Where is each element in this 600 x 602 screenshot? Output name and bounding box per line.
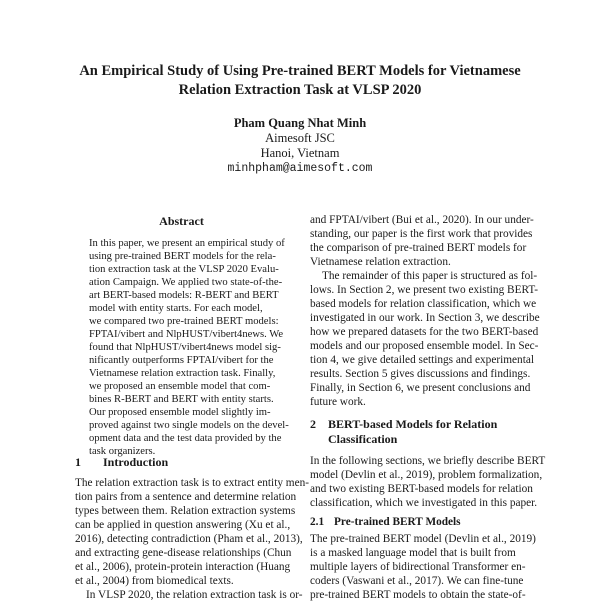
intro-line: tion pairs from a sentence and determine relation: [75, 491, 297, 503]
section-heading-introduction: Introduction: [103, 455, 169, 469]
abstract-line: opment data and the test data provided by the: [89, 433, 282, 444]
intro-line: et al., 2004) from biomedical texts.: [75, 575, 234, 587]
abstract-line: Vietnamese relation extraction task. Finally,: [89, 368, 276, 379]
intro-line: and extracting gene-disease relationships (Chun: [75, 547, 292, 559]
abstract-line: tion extraction task at the VLSP 2020 Evalu-: [89, 264, 279, 275]
right-para-line: results. Section 5 gives discussions and findings.: [310, 368, 531, 380]
section-number: 2: [310, 417, 316, 431]
abstract-line: bines R-BERT and BERT with entity starts.: [89, 394, 274, 405]
abstract-line: task organizers.: [89, 446, 156, 457]
right-para-line: lows. In Section 2, we present two existing BERT-: [310, 284, 538, 296]
intro-line: et al., 2006), protein-protein interaction (Huang: [75, 561, 291, 573]
right-para-line: the comparison of pre-trained BERT models for: [310, 242, 527, 254]
author-name: Pham Quang Nhat Minh: [233, 116, 367, 130]
abstract-line: Our proposed ensemble model slightly im-: [89, 407, 271, 418]
abstract-line: In this paper, we present an empirical study of: [89, 238, 285, 249]
section-heading-line: Classification: [328, 432, 398, 446]
abstract-line: ation Campaign. We applied two state-of-the-: [89, 277, 283, 288]
right-para-line: models and our proposed ensemble model. In Sec-: [310, 340, 539, 352]
section-heading-bert-models: [328, 417, 497, 447]
intro-line: can be applied in question answering (Xu et al.,: [75, 519, 291, 531]
title-line-1: An Empirical Study of Using Pre-trained BERT Models for Vietnamese: [79, 63, 521, 79]
author-block: [0, 116, 600, 176]
abstract-line: we proposed an ensemble model that com-: [89, 381, 271, 392]
author-location: Hanoi, Vietnam: [260, 146, 340, 160]
right-para-line: future work.: [310, 396, 366, 408]
section21-line: multiple layers of bidirectional Transformer en-: [310, 561, 526, 573]
section2-line: and two existing BERT-based models for relation: [310, 483, 533, 495]
abstract-line: model with entity starts. For each model,: [89, 303, 263, 314]
abstract-line: using pre-trained BERT models for the rela-: [89, 251, 276, 262]
right-para-line: Finally, in Section 6, we present conclusions and: [310, 382, 531, 394]
subsection-heading-pretrained-bert: Pre-trained BERT Models: [334, 516, 461, 528]
paper-title: [0, 62, 600, 100]
intro-line: The relation extraction task is to extract entity men-: [75, 477, 310, 489]
author-affiliation: Aimesoft JSC: [265, 131, 335, 145]
section-heading-line: BERT-based Models for Relation: [328, 417, 498, 431]
right-para-line: how we prepared datasets for the two BERT-based: [310, 326, 539, 338]
abstract-line: proved against two single models on the devel-: [89, 420, 289, 431]
section2-line: model (Devlin et al., 2019), problem formalization,: [310, 469, 543, 481]
section21-line: is a masked language model that is built from: [310, 547, 516, 559]
intro-line: 2016), detecting contradiction (Pham et al., 2013),: [75, 533, 303, 545]
section21-line: coders (Vaswani et al., 2017). We can fine-tune: [310, 575, 524, 587]
right-para-line: The remainder of this paper is structured as fol-: [322, 270, 538, 282]
section2-line: In the following sections, we briefly describe BERT: [310, 455, 546, 467]
abstract-heading: Abstract: [159, 214, 204, 228]
abstract-line: found that NlpHUST/vibert4news model sig-: [89, 342, 281, 353]
section2-line: classification, which we investigated in this paper.: [310, 497, 538, 509]
title-line-2: Relation Extraction Task at VLSP 2020: [178, 82, 422, 98]
section21-line: The pre-trained BERT model (Devlin et al., 2019): [310, 533, 536, 545]
section-number: 1: [75, 455, 81, 469]
abstract-line: nificantly outperforms FPTAI/vibert for the: [89, 355, 274, 366]
intro-line: types between them. Relation extraction systems: [75, 505, 296, 517]
intro-line: In VLSP 2020, the relation extraction task is or-: [86, 589, 303, 601]
abstract-line: we compared two pre-trained BERT models:: [89, 316, 279, 327]
section21-line: pre-trained BERT models to obtain the state-of-: [310, 589, 526, 601]
author-email[interactable]: minhpham@aimesoft.com: [227, 162, 373, 175]
right-para-line: Vietnamese relation extraction.: [310, 256, 451, 268]
right-para-line: and FPTAI/vibert (Bui et al., 2020). In our under-: [310, 214, 534, 226]
right-para-line: tion 4, we give detailed settings and experimental: [310, 354, 534, 366]
right-para-line: standing, our paper is the first work that provides: [310, 228, 533, 240]
abstract-line: FPTAI/vibert and NlpHUST/vibert4news. We: [89, 329, 284, 340]
right-para-line: investigated in our work. In Section 3, we describe: [310, 312, 540, 324]
subsection-number: 2.1: [310, 516, 325, 528]
abstract-line: art BERT-based models: R-BERT and BERT: [89, 290, 279, 301]
right-para-line: based models for relation classification, which we: [310, 298, 537, 310]
